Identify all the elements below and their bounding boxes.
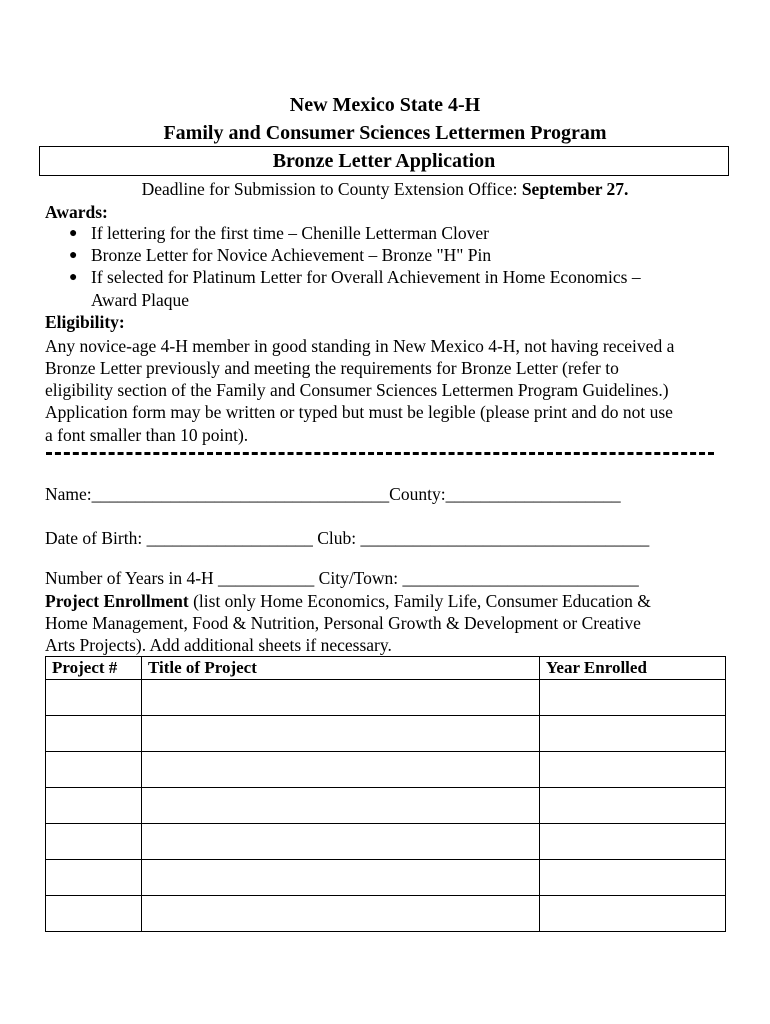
- table-cell[interactable]: [46, 716, 142, 752]
- dob-row: [45, 528, 649, 549]
- eligibility-text-line: a font smaller than 10 point).: [45, 425, 249, 445]
- eligibility-text-line: Application form may be written or typed but must be legible (please print and do not use: [45, 402, 673, 422]
- project-enrollment-text: (list only Home Economics, Family Life, Consumer Education &: [188, 591, 651, 611]
- years-field[interactable]: ___________: [218, 568, 315, 588]
- table-cell[interactable]: [540, 896, 726, 932]
- county-field[interactable]: ____________________: [445, 484, 621, 504]
- city-field[interactable]: ___________________________: [402, 568, 639, 588]
- table-cell[interactable]: [142, 716, 540, 752]
- table-cell[interactable]: [142, 860, 540, 896]
- deadline-label: Deadline for Submission to County Extension Office:: [141, 179, 518, 199]
- table-row: [46, 824, 726, 860]
- name-field[interactable]: __________________________________: [91, 484, 390, 504]
- title-line-3-boxed: Bronze Letter Application: [39, 146, 729, 176]
- table-cell[interactable]: [142, 680, 540, 716]
- dob-label: Date of Birth:: [45, 528, 143, 548]
- table-cell[interactable]: [46, 824, 142, 860]
- bullet-icon: ●: [69, 226, 78, 241]
- dob-field[interactable]: ___________________: [146, 528, 313, 548]
- award-item: If selected for Platinum Letter for Overall Achievement in Home Economics –: [91, 267, 641, 287]
- cut-line-divider: [46, 452, 714, 455]
- project-enrollment-line-1: [45, 591, 651, 612]
- years-row: [45, 568, 639, 589]
- awards-heading: Awards:: [45, 202, 108, 222]
- table-cell[interactable]: [142, 896, 540, 932]
- eligibility-text-line: eligibility section of the Family and Consumer Sciences Lettermen Program Guidelines.): [45, 380, 669, 400]
- eligibility-heading: Eligibility:: [45, 312, 125, 332]
- table-row: [46, 680, 726, 716]
- deadline-line: [0, 179, 770, 200]
- table-header-row: [46, 657, 726, 680]
- eligibility-text-line: Bronze Letter previously and meeting the requirements for Bronze Letter (refer to: [45, 358, 619, 378]
- club-label: Club:: [317, 528, 357, 548]
- table-cell[interactable]: [46, 788, 142, 824]
- project-enrollment-line-2: Home Management, Food & Nutrition, Personal Growth & Development or Creative: [45, 613, 641, 633]
- table-row: [46, 788, 726, 824]
- title-line-2: Family and Consumer Sciences Lettermen Program: [163, 122, 607, 144]
- club-field[interactable]: _________________________________: [360, 528, 650, 548]
- table-cell[interactable]: [540, 788, 726, 824]
- table-cell[interactable]: [142, 824, 540, 860]
- bullet-icon: ●: [69, 248, 78, 263]
- table-row: [46, 716, 726, 752]
- table-cell[interactable]: [540, 716, 726, 752]
- table-row: [46, 860, 726, 896]
- bullet-icon: ●: [69, 270, 78, 285]
- col-project-number: Project #: [46, 657, 142, 680]
- project-enrollment-line-3: Arts Projects). Add additional sheets if necessary.: [45, 635, 392, 655]
- city-label: City/Town:: [318, 568, 399, 588]
- eligibility-text-line: Any novice-age 4-H member in good standing in New Mexico 4-H, not having received a: [45, 336, 675, 356]
- col-title-of-project: Title of Project: [142, 657, 540, 680]
- col-year-enrolled: Year Enrolled: [540, 657, 726, 680]
- table-row: [46, 896, 726, 932]
- table-cell[interactable]: [540, 680, 726, 716]
- table-cell[interactable]: [142, 752, 540, 788]
- project-enrollment-heading: Project Enrollment: [45, 591, 189, 611]
- table-cell[interactable]: [142, 788, 540, 824]
- title-line-1: New Mexico State 4-H: [289, 94, 481, 116]
- county-label: County:: [389, 484, 446, 504]
- table-row: [46, 752, 726, 788]
- table-cell[interactable]: [46, 860, 142, 896]
- award-item: If lettering for the first time – Chenille Letterman Clover: [91, 223, 489, 243]
- deadline-date: September 27.: [521, 179, 629, 199]
- table-cell[interactable]: [46, 680, 142, 716]
- name-row: [45, 484, 621, 505]
- table-cell[interactable]: [540, 824, 726, 860]
- award-item: Bronze Letter for Novice Achievement – Bronze "H" Pin: [91, 245, 492, 265]
- table-cell[interactable]: [540, 860, 726, 896]
- award-item-continuation: Award Plaque: [91, 290, 190, 310]
- table-cell[interactable]: [46, 896, 142, 932]
- table-cell[interactable]: [46, 752, 142, 788]
- table-cell[interactable]: [540, 752, 726, 788]
- years-label: Number of Years in 4-H: [45, 568, 214, 588]
- name-label: Name:: [45, 484, 92, 504]
- project-table: [45, 656, 726, 932]
